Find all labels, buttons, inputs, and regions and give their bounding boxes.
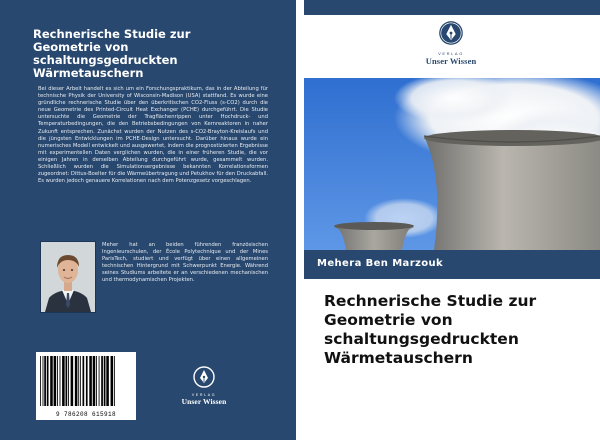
back-title-line: schaltungsgedruckten: [33, 53, 178, 67]
publisher-verlag: VERLAG: [438, 51, 464, 56]
spine: [296, 0, 304, 440]
back-cover: [0, 0, 296, 440]
barcode-bar: [71, 356, 74, 406]
barcode-bar: [43, 356, 44, 406]
barcode-bar: [93, 356, 96, 406]
barcode-bar: [111, 356, 114, 406]
pen-nib-emblem-icon: [438, 20, 464, 46]
author-portrait-icon: [41, 242, 95, 312]
barcode-bar: [60, 356, 61, 406]
barcode-bar: [83, 356, 85, 406]
barcode-bar: [106, 356, 109, 406]
isbn-number: 9 786208 615918: [55, 411, 116, 418]
barcode-bar: [96, 356, 97, 406]
publisher-verlag: VERLAG: [191, 393, 217, 397]
barcode-bar: [99, 356, 100, 406]
back-title: [33, 28, 273, 80]
barcode-bar: [80, 356, 81, 406]
back-publisher-logo: [176, 366, 232, 406]
front-title-line: Geometrie von: [324, 311, 453, 329]
front-publisher-logo: [411, 20, 491, 66]
back-title-line: Geometrie von: [33, 40, 129, 54]
barcode-bar: [68, 356, 69, 406]
barcode-bar: [89, 356, 92, 406]
barcode-bar: [104, 356, 106, 406]
barcode-bar: [62, 356, 65, 406]
barcode-bar: [40, 356, 41, 406]
barcode-bar: [78, 356, 79, 406]
publisher-name: Unser Wissen: [181, 397, 227, 406]
barcode-bar: [66, 356, 68, 406]
cooling-towers-photo: [304, 78, 600, 250]
barcode-bar: [57, 356, 58, 406]
barcode-bar: [114, 356, 115, 406]
barcode-bar: [101, 356, 103, 406]
barcode-bar: [50, 356, 53, 406]
front-title: [324, 292, 590, 368]
front-top-bar: [304, 0, 600, 15]
front-cover: [304, 0, 600, 440]
front-title-line: Rechnerische Studie zur: [324, 292, 537, 310]
author-band: [304, 250, 600, 279]
pen-nib-emblem-icon: [193, 366, 215, 388]
back-title-line: Wärmetauschern: [33, 66, 144, 80]
barcode-bar: [47, 356, 49, 406]
publisher-name: Unser Wissen: [425, 56, 477, 66]
front-title-line: schaltungsgedruckten: [324, 330, 519, 348]
barcode-bar: [86, 356, 88, 406]
author-bio: Meher hat an beiden führenden französischen Ingenieurschulen, der École Polytechnique und der Mines ParisTech, studiert und verfügt über einen allgemeinen technischen Hintergrund mit Schwerpunkt Energie. Während seines Studiums arbeitete er an verschiedenen mechanischen und thermodynamischen Projekten.: [102, 242, 268, 284]
isbn-barcode: [36, 352, 136, 420]
barcode-bar: [54, 356, 57, 406]
front-title-line: Wärmetauschern: [324, 349, 473, 367]
barcode-icon: [36, 352, 136, 412]
back-title-line: Rechnerische Studie zur: [33, 27, 191, 41]
barcode-bar: [75, 356, 78, 406]
author-photo: [40, 241, 96, 313]
cooling-towers-image: [304, 78, 600, 250]
barcode-bar: [44, 356, 46, 406]
author-name: Mehera Ben Marzouk: [317, 258, 444, 269]
book-blurb: Bei dieser Arbeit handelt es sich um ein Forschungspraktikum, das in der Abteilung für technische Physik der University of Wisconsin-Madison (USA) stattfand. Es wurde eine gründliche rechnerische Studie über den überkritischen CO2-Fluss (s-CO2) durch die neue Geometrie des Printed-Circuit Heat Exchanger (PCHE) durchgeführt. Die Studie untersuchte die Geometrie der Tragflächenrippen unter Hochdruck- und Temperaturbedingungen, die den Betriebsbedingungen von Kernreaktoren in naher Zukunft entsprechen. Zunächst wurden der Nutzen des s-CO2-Brayton-Kreislaufs und die jüngsten Entwicklungen im PCHE-Design untersucht. Darüber hinaus wurde ein numerisches Modell entwickelt und ausgewertet, indem die prognostizierten Ergebnisse mit experimentellen Daten verglichen wurden, die in einer früheren Studie, die vor einigen Jahren in derselben Abteilung durchgeführt wurde, gesammelt wurden. Schließlich wurden die Simulationsergebnisse bekannten Korrelationsformen zugeordnet: Dittus-Boelter für die Wärmeübertragung und Petukhov für den Druckabfall. Es wurden jedoch genauere Korrelationen nach dem Potenzgesetz vorgeschlagen.: [38, 86, 268, 185]
